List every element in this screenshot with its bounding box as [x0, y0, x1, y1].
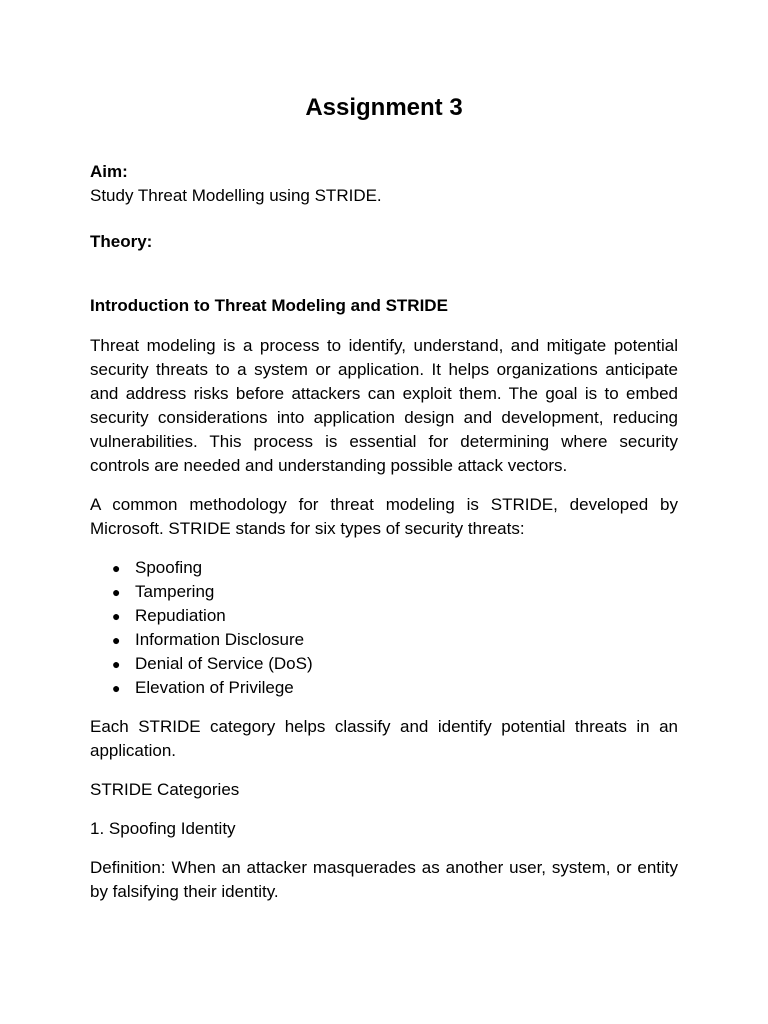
- bullet-icon: ●: [112, 560, 121, 576]
- bullet-icon: ●: [112, 584, 121, 600]
- paragraph-threat-modeling: Threat modeling is a process to identify, understand, and mitigate potential security threats to a system or application. It helps organizations anticipate and address risks before attackers can exploit them. The goal is to embed security considerations into application design and development, reducing vulnerabilities. This process is essential for determining where security controls are needed and understanding possible attack vectors.: [90, 336, 678, 475]
- theory-label: Theory:: [90, 232, 153, 251]
- bullet-icon: ●: [112, 680, 121, 696]
- spoofing-identity-heading: 1. Spoofing Identity: [90, 819, 236, 838]
- list-item: [90, 676, 678, 700]
- list-item: [90, 628, 678, 652]
- bullet-icon: ●: [112, 656, 121, 672]
- list-item-label: Elevation of Privilege: [135, 678, 294, 697]
- paragraph-stride-intro: A common methodology for threat modeling is STRIDE, developed by Microsoft. STRIDE stands for six types of security threats:: [90, 495, 678, 538]
- aim-text: Study Threat Modelling using STRIDE.: [90, 186, 382, 205]
- stride-list: [90, 556, 678, 700]
- list-item: [90, 580, 678, 604]
- list-item: [90, 556, 678, 580]
- spoofing-definition: Definition: When an attacker masquerades as another user, system, or entity by falsifying their identity.: [90, 858, 678, 901]
- list-item-label: Tampering: [135, 582, 215, 601]
- page-title: Assignment 3: [305, 94, 463, 121]
- stride-categories-heading: STRIDE Categories: [90, 780, 240, 799]
- list-item-label: Spoofing: [135, 558, 203, 577]
- document-body: [90, 160, 678, 904]
- bullet-icon: ●: [112, 632, 121, 648]
- list-item-label: Repudiation: [135, 606, 226, 625]
- list-item: [90, 604, 678, 628]
- intro-heading: Introduction to Threat Modeling and STRIDE: [90, 296, 448, 315]
- aim-label: Aim:: [90, 162, 128, 181]
- paragraph-stride-category-summary: Each STRIDE category helps classify and identify potential threats in an application.: [90, 717, 678, 760]
- list-item: [90, 652, 678, 676]
- list-item-label: Information Disclosure: [135, 630, 305, 649]
- list-item-label: Denial of Service (DoS): [135, 654, 313, 673]
- bullet-icon: ●: [112, 608, 121, 624]
